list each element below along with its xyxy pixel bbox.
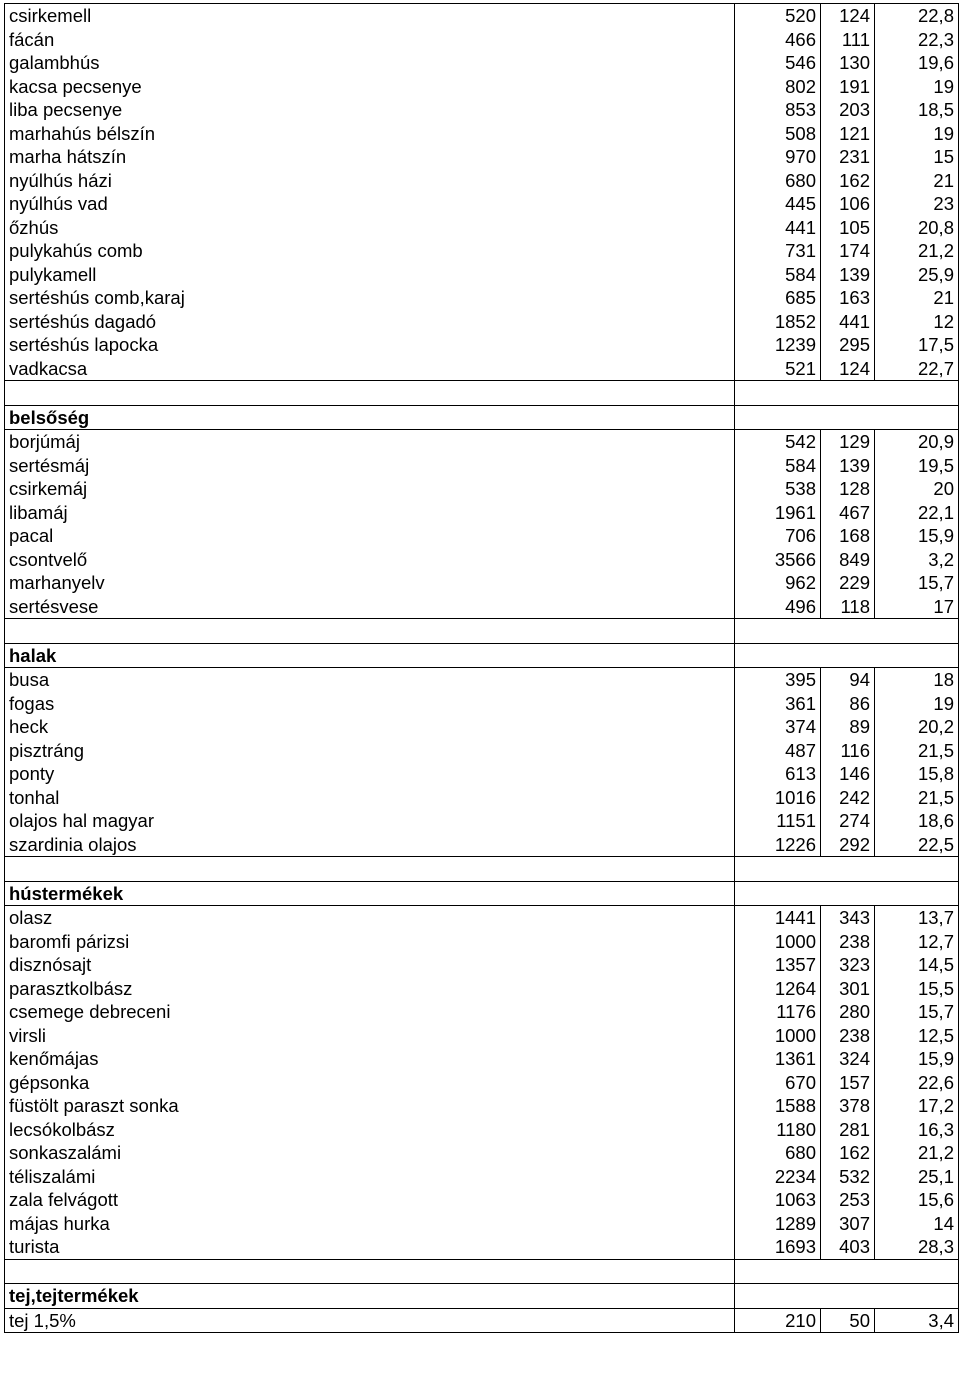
protein-cell: 15,7 xyxy=(875,1000,959,1024)
food-name-cell: baromfi párizsi xyxy=(5,930,735,954)
kj-cell: 361 xyxy=(735,692,821,716)
food-name-cell: szardinia olajos xyxy=(5,833,735,857)
food-name-cell: olajos hal magyar xyxy=(5,809,735,833)
table-row xyxy=(5,1235,959,1259)
kj-cell: 1176 xyxy=(735,1000,821,1024)
kj-cell: 685 xyxy=(735,286,821,310)
kcal-cell: 94 xyxy=(821,668,875,692)
kj-cell: 496 xyxy=(735,595,821,619)
kj-cell: 1441 xyxy=(735,906,821,930)
table-row xyxy=(5,930,959,954)
kj-cell: 374 xyxy=(735,715,821,739)
section-header-empty-cell xyxy=(735,1284,959,1309)
protein-cell: 19,6 xyxy=(875,51,959,75)
kcal-cell: 86 xyxy=(821,692,875,716)
section-title: belsőség xyxy=(5,405,735,430)
protein-cell: 21 xyxy=(875,169,959,193)
kcal-cell: 130 xyxy=(821,51,875,75)
table-row xyxy=(5,668,959,692)
separator-row xyxy=(5,381,959,406)
kj-cell: 538 xyxy=(735,477,821,501)
table-row xyxy=(5,454,959,478)
protein-cell: 17 xyxy=(875,595,959,619)
table-row xyxy=(5,1165,959,1189)
kcal-cell: 281 xyxy=(821,1118,875,1142)
protein-cell: 22,6 xyxy=(875,1071,959,1095)
table-row xyxy=(5,1047,959,1071)
food-name-cell: májas hurka xyxy=(5,1212,735,1236)
section-header-row xyxy=(5,405,959,430)
food-name-cell: busa xyxy=(5,668,735,692)
table-row xyxy=(5,524,959,548)
table-row xyxy=(5,548,959,572)
food-name-cell: libamáj xyxy=(5,501,735,525)
protein-cell: 25,9 xyxy=(875,263,959,287)
protein-cell: 21 xyxy=(875,286,959,310)
food-name-cell: olasz xyxy=(5,906,735,930)
food-name-cell: virsli xyxy=(5,1024,735,1048)
food-name-cell: liba pecsenye xyxy=(5,98,735,122)
protein-cell: 18,5 xyxy=(875,98,959,122)
table-row xyxy=(5,216,959,240)
kj-cell: 680 xyxy=(735,169,821,193)
food-name-cell: kacsa pecsenye xyxy=(5,75,735,99)
table-row xyxy=(5,1024,959,1048)
kj-cell: 1693 xyxy=(735,1235,821,1259)
table-row xyxy=(5,762,959,786)
food-name-cell: borjúmáj xyxy=(5,430,735,454)
food-name-cell: tej 1,5% xyxy=(5,1308,735,1333)
table-row xyxy=(5,1094,959,1118)
kcal-cell: 105 xyxy=(821,216,875,240)
kcal-cell: 292 xyxy=(821,833,875,857)
protein-cell: 19 xyxy=(875,122,959,146)
table-row xyxy=(5,192,959,216)
food-name-cell: füstölt paraszt sonka xyxy=(5,1094,735,1118)
kj-cell: 802 xyxy=(735,75,821,99)
kcal-cell: 128 xyxy=(821,477,875,501)
nutrition-table-body xyxy=(5,4,959,1333)
section-header-row xyxy=(5,643,959,668)
table-row xyxy=(5,786,959,810)
kj-cell: 1357 xyxy=(735,953,821,977)
table-row xyxy=(5,75,959,99)
protein-cell: 22,7 xyxy=(875,357,959,381)
table-row xyxy=(5,715,959,739)
table-row xyxy=(5,310,959,334)
table-row xyxy=(5,906,959,930)
protein-cell: 22,8 xyxy=(875,4,959,28)
kj-cell: 508 xyxy=(735,122,821,146)
kj-cell: 1961 xyxy=(735,501,821,525)
protein-cell: 15 xyxy=(875,145,959,169)
protein-cell: 21,2 xyxy=(875,239,959,263)
table-row xyxy=(5,98,959,122)
kj-cell: 1226 xyxy=(735,833,821,857)
kj-cell: 853 xyxy=(735,98,821,122)
food-name-cell: parasztkolbász xyxy=(5,977,735,1001)
table-row xyxy=(5,477,959,501)
kj-cell: 962 xyxy=(735,571,821,595)
kcal-cell: 124 xyxy=(821,357,875,381)
food-name-cell: pisztráng xyxy=(5,739,735,763)
table-row xyxy=(5,333,959,357)
protein-cell: 18,6 xyxy=(875,809,959,833)
kcal-cell: 111 xyxy=(821,28,875,52)
food-name-cell: heck xyxy=(5,715,735,739)
protein-cell: 25,1 xyxy=(875,1165,959,1189)
protein-cell: 22,3 xyxy=(875,28,959,52)
kcal-cell: 89 xyxy=(821,715,875,739)
table-row xyxy=(5,430,959,454)
food-name-cell: nyúlhús vad xyxy=(5,192,735,216)
kj-cell: 584 xyxy=(735,263,821,287)
protein-cell: 21,5 xyxy=(875,786,959,810)
food-name-cell: gépsonka xyxy=(5,1071,735,1095)
food-name-cell: csemege debreceni xyxy=(5,1000,735,1024)
kcal-cell: 124 xyxy=(821,4,875,28)
food-name-cell: tonhal xyxy=(5,786,735,810)
protein-cell: 15,5 xyxy=(875,977,959,1001)
protein-cell: 19 xyxy=(875,75,959,99)
protein-cell: 15,8 xyxy=(875,762,959,786)
protein-cell: 15,6 xyxy=(875,1188,959,1212)
separator-cell xyxy=(735,857,959,882)
food-name-cell: zala felvágott xyxy=(5,1188,735,1212)
table-row xyxy=(5,357,959,381)
kj-cell: 210 xyxy=(735,1308,821,1333)
table-row xyxy=(5,833,959,857)
food-name-cell: turista xyxy=(5,1235,735,1259)
protein-cell: 18 xyxy=(875,668,959,692)
kcal-cell: 157 xyxy=(821,1071,875,1095)
food-name-cell: fácán xyxy=(5,28,735,52)
table-row xyxy=(5,51,959,75)
kcal-cell: 467 xyxy=(821,501,875,525)
kcal-cell: 441 xyxy=(821,310,875,334)
kj-cell: 1000 xyxy=(735,930,821,954)
kcal-cell: 274 xyxy=(821,809,875,833)
section-header-empty-cell xyxy=(735,643,959,668)
kj-cell: 1588 xyxy=(735,1094,821,1118)
table-row xyxy=(5,1188,959,1212)
protein-cell: 15,9 xyxy=(875,1047,959,1071)
protein-cell: 20,8 xyxy=(875,216,959,240)
separator-row xyxy=(5,1259,959,1284)
protein-cell: 15,9 xyxy=(875,524,959,548)
kj-cell: 1361 xyxy=(735,1047,821,1071)
food-name-cell: marha hátszín xyxy=(5,145,735,169)
kcal-cell: 163 xyxy=(821,286,875,310)
kcal-cell: 324 xyxy=(821,1047,875,1071)
section-header-empty-cell xyxy=(735,405,959,430)
protein-cell: 19 xyxy=(875,692,959,716)
food-name-cell: csontvelő xyxy=(5,548,735,572)
kj-cell: 445 xyxy=(735,192,821,216)
kcal-cell: 323 xyxy=(821,953,875,977)
kj-cell: 1852 xyxy=(735,310,821,334)
protein-cell: 14 xyxy=(875,1212,959,1236)
protein-cell: 15,7 xyxy=(875,571,959,595)
section-header-row xyxy=(5,881,959,906)
separator-cell xyxy=(5,857,735,882)
protein-cell: 21,2 xyxy=(875,1141,959,1165)
kj-cell: 441 xyxy=(735,216,821,240)
table-row xyxy=(5,1071,959,1095)
kj-cell: 3566 xyxy=(735,548,821,572)
food-name-cell: disznósajt xyxy=(5,953,735,977)
kcal-cell: 139 xyxy=(821,454,875,478)
kcal-cell: 191 xyxy=(821,75,875,99)
kcal-cell: 378 xyxy=(821,1094,875,1118)
separator-cell xyxy=(735,381,959,406)
kj-cell: 520 xyxy=(735,4,821,28)
food-name-cell: lecsókolbász xyxy=(5,1118,735,1142)
table-row xyxy=(5,571,959,595)
food-name-cell: galambhús xyxy=(5,51,735,75)
food-name-cell: kenőmájas xyxy=(5,1047,735,1071)
kcal-cell: 532 xyxy=(821,1165,875,1189)
food-name-cell: sertésmáj xyxy=(5,454,735,478)
kcal-cell: 280 xyxy=(821,1000,875,1024)
food-name-cell: pacal xyxy=(5,524,735,548)
kj-cell: 1264 xyxy=(735,977,821,1001)
kj-cell: 487 xyxy=(735,739,821,763)
kj-cell: 521 xyxy=(735,357,821,381)
food-name-cell: sertéshús dagadó xyxy=(5,310,735,334)
food-name-cell: sertéshús comb,karaj xyxy=(5,286,735,310)
nutrition-table xyxy=(4,3,959,1333)
separator-cell xyxy=(5,619,735,644)
protein-cell: 22,1 xyxy=(875,501,959,525)
protein-cell: 3,2 xyxy=(875,548,959,572)
separator-cell xyxy=(5,1259,735,1284)
kcal-cell: 301 xyxy=(821,977,875,1001)
protein-cell: 3,4 xyxy=(875,1308,959,1333)
protein-cell: 17,5 xyxy=(875,333,959,357)
kj-cell: 542 xyxy=(735,430,821,454)
food-name-cell: ponty xyxy=(5,762,735,786)
kcal-cell: 203 xyxy=(821,98,875,122)
food-name-cell: téliszalámi xyxy=(5,1165,735,1189)
table-row xyxy=(5,1212,959,1236)
kcal-cell: 162 xyxy=(821,169,875,193)
table-row xyxy=(5,977,959,1001)
kcal-cell: 849 xyxy=(821,548,875,572)
kj-cell: 1000 xyxy=(735,1024,821,1048)
kcal-cell: 242 xyxy=(821,786,875,810)
kj-cell: 970 xyxy=(735,145,821,169)
kcal-cell: 50 xyxy=(821,1308,875,1333)
table-row xyxy=(5,4,959,28)
table-row xyxy=(5,501,959,525)
table-row xyxy=(5,145,959,169)
kcal-cell: 253 xyxy=(821,1188,875,1212)
protein-cell: 21,5 xyxy=(875,739,959,763)
protein-cell: 19,5 xyxy=(875,454,959,478)
separator-cell xyxy=(735,1259,959,1284)
food-name-cell: sonkaszalámi xyxy=(5,1141,735,1165)
kj-cell: 395 xyxy=(735,668,821,692)
kcal-cell: 168 xyxy=(821,524,875,548)
kj-cell: 613 xyxy=(735,762,821,786)
kcal-cell: 118 xyxy=(821,595,875,619)
table-row xyxy=(5,809,959,833)
separator-cell xyxy=(735,619,959,644)
protein-cell: 12,7 xyxy=(875,930,959,954)
kcal-cell: 238 xyxy=(821,1024,875,1048)
table-row xyxy=(5,28,959,52)
kcal-cell: 174 xyxy=(821,239,875,263)
kj-cell: 1063 xyxy=(735,1188,821,1212)
food-name-cell: sertésvese xyxy=(5,595,735,619)
protein-cell: 20 xyxy=(875,477,959,501)
separator-row xyxy=(5,857,959,882)
kj-cell: 584 xyxy=(735,454,821,478)
kcal-cell: 106 xyxy=(821,192,875,216)
protein-cell: 12 xyxy=(875,310,959,334)
food-name-cell: marhanyelv xyxy=(5,571,735,595)
protein-cell: 12,5 xyxy=(875,1024,959,1048)
food-name-cell: nyúlhús házi xyxy=(5,169,735,193)
kcal-cell: 129 xyxy=(821,430,875,454)
food-name-cell: vadkacsa xyxy=(5,357,735,381)
food-name-cell: őzhús xyxy=(5,216,735,240)
kj-cell: 466 xyxy=(735,28,821,52)
kj-cell: 2234 xyxy=(735,1165,821,1189)
table-row xyxy=(5,239,959,263)
table-row xyxy=(5,122,959,146)
protein-cell: 17,2 xyxy=(875,1094,959,1118)
food-name-cell: csirkemell xyxy=(5,4,735,28)
kj-cell: 731 xyxy=(735,239,821,263)
protein-cell: 16,3 xyxy=(875,1118,959,1142)
table-row xyxy=(5,169,959,193)
protein-cell: 28,3 xyxy=(875,1235,959,1259)
protein-cell: 13,7 xyxy=(875,906,959,930)
kcal-cell: 146 xyxy=(821,762,875,786)
table-row xyxy=(5,263,959,287)
protein-cell: 14,5 xyxy=(875,953,959,977)
kcal-cell: 139 xyxy=(821,263,875,287)
kcal-cell: 162 xyxy=(821,1141,875,1165)
table-row xyxy=(5,1141,959,1165)
table-row xyxy=(5,953,959,977)
food-name-cell: pulykahús comb xyxy=(5,239,735,263)
kj-cell: 670 xyxy=(735,1071,821,1095)
kcal-cell: 295 xyxy=(821,333,875,357)
kj-cell: 1016 xyxy=(735,786,821,810)
food-name-cell: fogas xyxy=(5,692,735,716)
protein-cell: 22,5 xyxy=(875,833,959,857)
table-row xyxy=(5,595,959,619)
kj-cell: 1239 xyxy=(735,333,821,357)
table-row xyxy=(5,1000,959,1024)
separator-cell xyxy=(5,381,735,406)
kcal-cell: 343 xyxy=(821,906,875,930)
section-title: halak xyxy=(5,643,735,668)
food-name-cell: marhahús bélszín xyxy=(5,122,735,146)
kj-cell: 1289 xyxy=(735,1212,821,1236)
section-header-empty-cell xyxy=(735,881,959,906)
kcal-cell: 403 xyxy=(821,1235,875,1259)
table-row xyxy=(5,739,959,763)
section-title: tej,tejtermékek xyxy=(5,1284,735,1309)
kj-cell: 1180 xyxy=(735,1118,821,1142)
food-name-cell: pulykamell xyxy=(5,263,735,287)
table-row xyxy=(5,1308,959,1333)
table-row xyxy=(5,692,959,716)
kcal-cell: 121 xyxy=(821,122,875,146)
kcal-cell: 231 xyxy=(821,145,875,169)
separator-row xyxy=(5,619,959,644)
protein-cell: 20,9 xyxy=(875,430,959,454)
protein-cell: 23 xyxy=(875,192,959,216)
kcal-cell: 238 xyxy=(821,930,875,954)
table-row xyxy=(5,1118,959,1142)
protein-cell: 20,2 xyxy=(875,715,959,739)
section-title: hústermékek xyxy=(5,881,735,906)
kcal-cell: 229 xyxy=(821,571,875,595)
food-name-cell: sertéshús lapocka xyxy=(5,333,735,357)
kj-cell: 706 xyxy=(735,524,821,548)
section-header-row xyxy=(5,1284,959,1309)
table-row xyxy=(5,286,959,310)
food-name-cell: csirkemáj xyxy=(5,477,735,501)
kcal-cell: 116 xyxy=(821,739,875,763)
kj-cell: 1151 xyxy=(735,809,821,833)
kj-cell: 680 xyxy=(735,1141,821,1165)
kcal-cell: 307 xyxy=(821,1212,875,1236)
kj-cell: 546 xyxy=(735,51,821,75)
